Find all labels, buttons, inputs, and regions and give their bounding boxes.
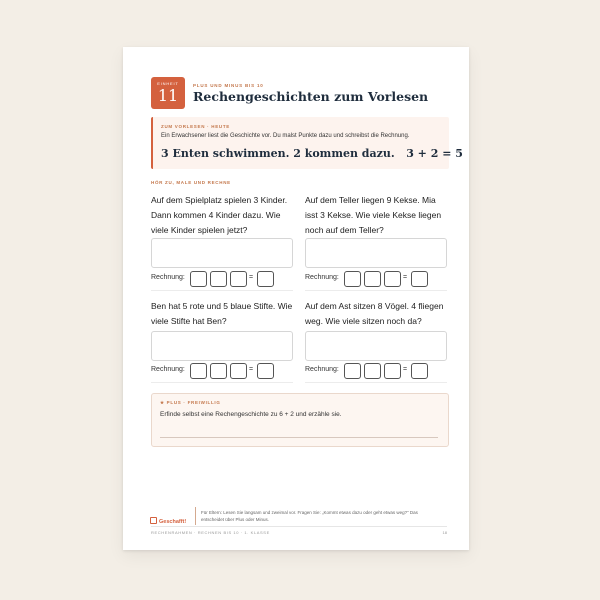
calculation-row: [305, 271, 447, 287]
equals-sign: =: [249, 366, 254, 373]
task-1: [151, 193, 293, 281]
divider: [305, 382, 447, 383]
answer-line[interactable]: [160, 437, 438, 438]
number-box-2[interactable]: [230, 363, 247, 379]
checkbox-icon: [150, 517, 157, 524]
calculation-row: [305, 363, 447, 379]
task-4: [305, 299, 447, 373]
worksheet-page: [123, 47, 469, 550]
task-2: [305, 193, 447, 281]
number-box-1[interactable]: [190, 271, 207, 287]
section-label: HÖR ZU, MALE UND RECHNE: [151, 180, 231, 185]
page-number: 18: [442, 530, 447, 535]
task-text: Auf dem Spielplatz spielen 3 Kinder. Dann kommen 4 Kinder dazu. Wie viele Kinder spielen jetzt?: [151, 195, 288, 235]
task-text: Ben hat 5 rote und 5 blaue Stifte. Wie viele Stifte hat Ben?: [151, 301, 293, 326]
number-box-1[interactable]: [344, 271, 361, 287]
example-line: [161, 147, 463, 160]
footer-divider: [151, 526, 447, 527]
topic-kicker: PLUS UND MINUS BIS 10: [193, 83, 264, 88]
divider: [151, 382, 293, 383]
equals-sign: =: [403, 274, 408, 281]
bonus-text: Erfinde selbst eine Rechengeschichte zu 6 + 2 und erzähle sie.: [160, 411, 342, 418]
example-story: 3 Enten schwimmen. 2 kommen dazu.: [161, 147, 395, 160]
series-title: RECHENRAHMEN · RECHNEN BIS 10 · 1. KLASSE: [151, 530, 270, 535]
divider: [151, 290, 293, 291]
page-title: Rechengeschichten zum Vorlesen: [193, 89, 429, 104]
parent-note: Für Eltern: Lesen Sie langsam und zweimal vor. Fragen Sie: „Kommt etwas dazu oder geht etwas weg?“ Das entscheidet über Plus oder Minus.: [201, 510, 418, 522]
calc-label: Rechnung:: [305, 274, 339, 281]
result-box[interactable]: [257, 271, 274, 287]
calc-label: Rechnung:: [305, 366, 339, 373]
intro-label: ZUM VORLESEN · HEUTE: [161, 124, 231, 129]
calc-label: Rechnung:: [151, 366, 185, 373]
task-3: [151, 299, 293, 373]
unit-label: EINHEIT: [157, 81, 179, 86]
number-box-2[interactable]: [384, 271, 401, 287]
number-box-2[interactable]: [230, 271, 247, 287]
result-box[interactable]: [257, 363, 274, 379]
calculation-row: [151, 271, 293, 287]
bonus-task-box: [151, 393, 449, 447]
task-text: Auf dem Ast sitzen 8 Vögel. 4 fliegen weg. Wie viele sitzen noch da?: [305, 301, 444, 326]
operator-box[interactable]: [364, 271, 381, 287]
number-box-1[interactable]: [190, 363, 207, 379]
intro-text: Ein Erwachsener liest die Geschichte vor. Du malst Punkte dazu und schreibst die Rechnung.: [161, 133, 410, 139]
unit-number: 11: [157, 86, 179, 105]
bonus-label: ★ PLUS · FREIWILLIG: [160, 400, 221, 405]
operator-box[interactable]: [210, 271, 227, 287]
drawing-area[interactable]: [305, 331, 447, 361]
equals-sign: =: [403, 366, 408, 373]
calc-label: Rechnung:: [151, 274, 185, 281]
example-equation: 3 + 2 = 5: [406, 147, 463, 160]
divider: [305, 290, 447, 291]
operator-box[interactable]: [210, 363, 227, 379]
equals-sign: =: [249, 274, 254, 281]
operator-box[interactable]: [364, 363, 381, 379]
unit-badge: [151, 77, 185, 109]
drawing-area[interactable]: [151, 331, 293, 361]
task-text: Auf dem Teller liegen 9 Kekse. Mia isst 3 Kekse. Wie viele Kekse liegen noch auf dem Teller?: [305, 195, 442, 235]
number-box-2[interactable]: [384, 363, 401, 379]
drawing-area[interactable]: [151, 238, 293, 268]
intro-box: [151, 117, 463, 169]
done-checkbox[interactable]: [150, 517, 186, 525]
result-box[interactable]: [411, 271, 428, 287]
result-box[interactable]: [411, 363, 428, 379]
number-box-1[interactable]: [344, 363, 361, 379]
done-label: Geschafft!: [159, 519, 187, 525]
calculation-row: [151, 363, 293, 379]
note-divider: [195, 507, 196, 525]
drawing-area[interactable]: [305, 238, 447, 268]
